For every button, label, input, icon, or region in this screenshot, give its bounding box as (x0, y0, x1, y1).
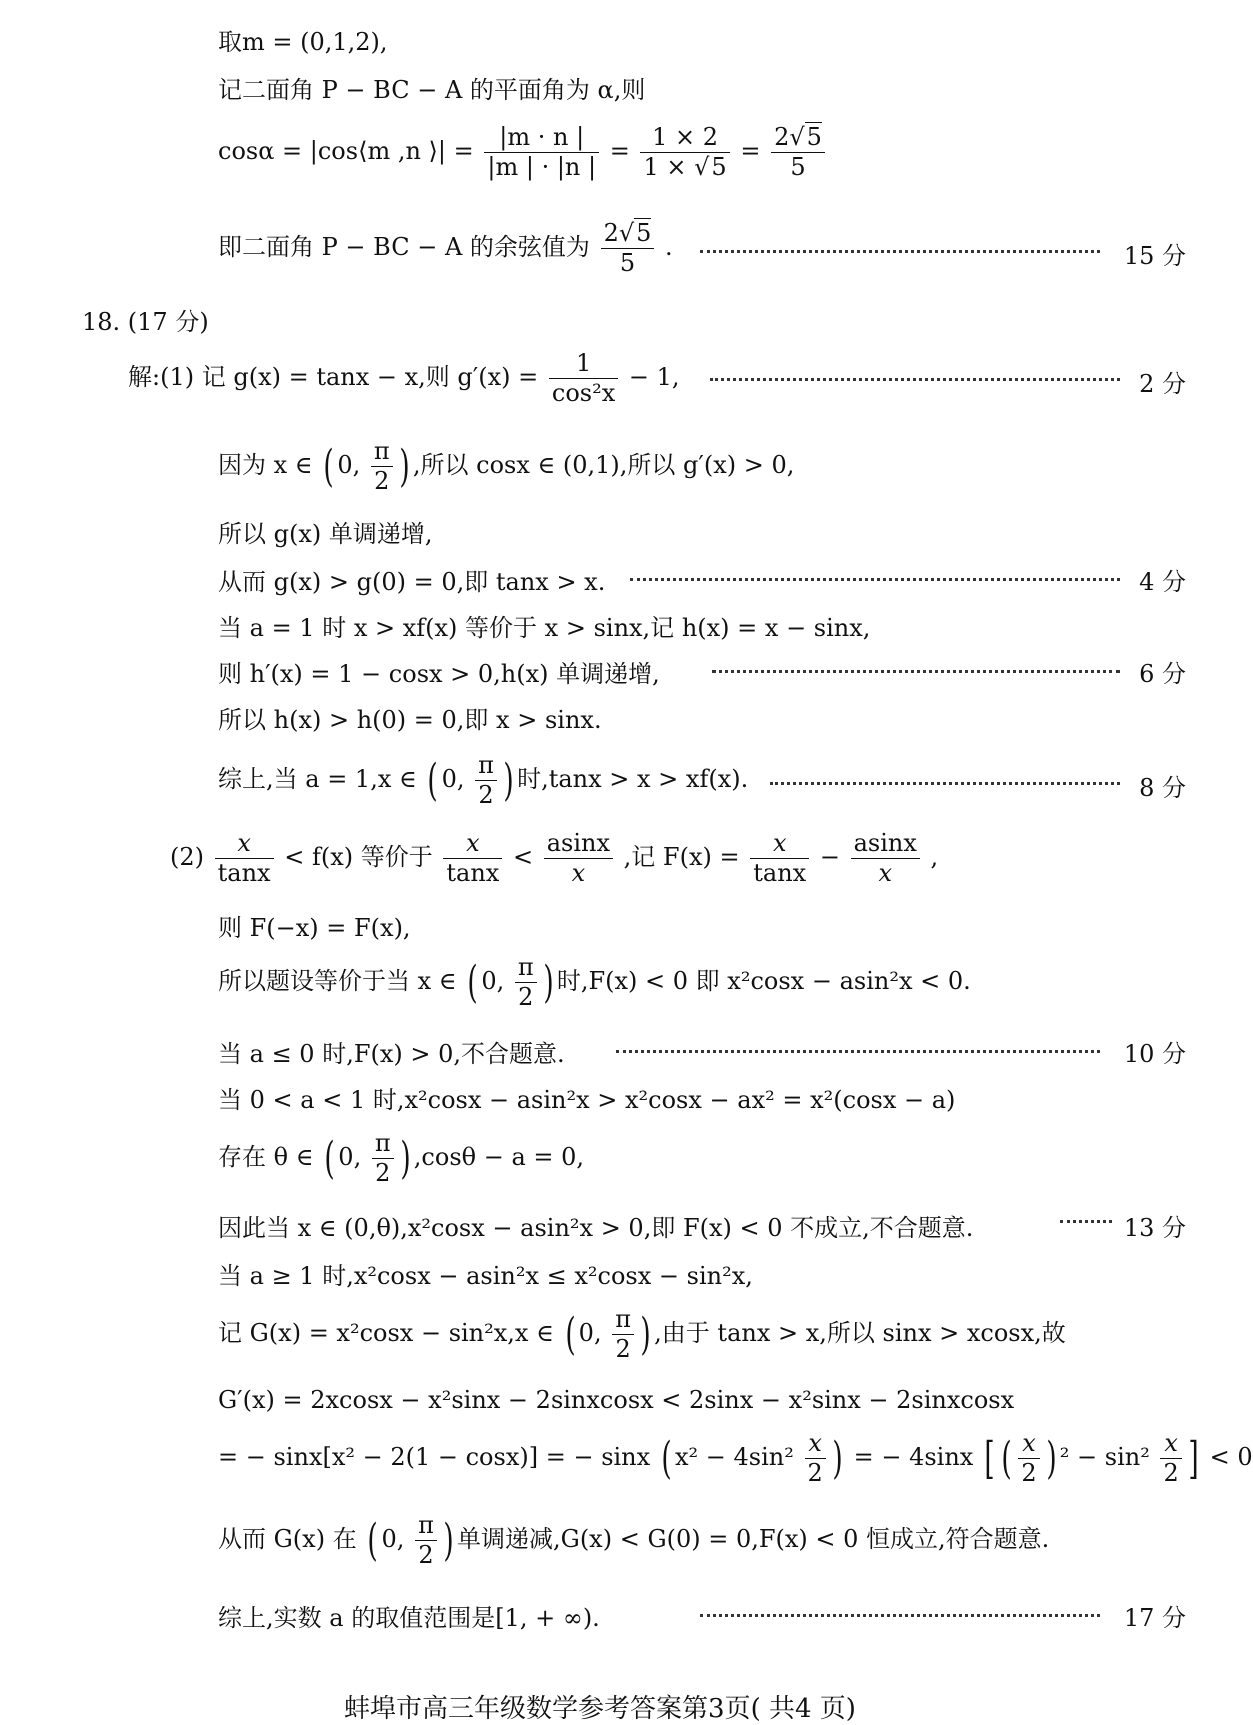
fraction: $\frac{x}{2}$ (1160, 1430, 1181, 1487)
fraction: $\frac{1}{\text{cos²x}}$ (549, 350, 618, 407)
fraction: $\frac{x}{2}$ (1018, 1430, 1039, 1487)
score-label: 15 分 (1123, 242, 1186, 270)
fraction: $\frac{x}{\tan x}$ (750, 830, 809, 887)
solution-line: 所以 h(x) > h(0) = 0,即 x > sinx. (218, 706, 602, 734)
fraction: $\frac{x}{2}$ (805, 1430, 826, 1487)
solution-line: 当 a = 1 时 x > xf(x) 等价于 x > sinx,记 h(x) = x − sinx, (218, 614, 871, 642)
dot-leader (710, 378, 1120, 381)
page-footer: 蚌埠市高三年级数学参考答案第3页( 共4 页) (344, 1694, 856, 1724)
solution-line: 则 h′(x) = 1 − cosx > 0,h(x) 单调递增, (218, 660, 660, 688)
score-label: 6 分 (1139, 660, 1186, 688)
dot-leader (700, 1614, 1100, 1617)
question-heading: 18. (17 分) (82, 308, 209, 336)
solution-line: 当 0 < a < 1 时,x²cosx − asin²x > x²cosx − ax² = x²(cosx − a) (218, 1086, 956, 1114)
fraction: $\frac{x}{\tan x}$ (215, 830, 274, 887)
dot-leader (1060, 1220, 1112, 1223)
solution-line: 因此当 x ∈ (0,θ),x²cosx − asin²x > 0,即 F(x) < 0 不成立,不合题意. (218, 1214, 974, 1242)
fraction: $\frac{\pi}{2}$ (475, 752, 497, 809)
solution-line: G′(x) = 2xcosx − x²sinx − 2sinxcosx < 2sinx − x²sinx − 2sinxcosx (218, 1386, 1015, 1414)
math-line: 取m = (0,1,2), (218, 28, 388, 56)
score-label: 2 分 (1139, 370, 1186, 398)
dot-leader (630, 578, 1120, 581)
fraction: $\frac{2√5}{5}$ (601, 220, 655, 277)
dot-leader (770, 782, 1120, 785)
fraction: $\frac{\pi}{2}$ (515, 954, 537, 1011)
fraction: $\frac{1 \times 2}{1 \times √5}$ (640, 124, 729, 181)
dot-leader (700, 250, 1100, 253)
solution-line: 当 a ≥ 1 时,x²cosx − asin²x ≤ x²cosx − sin²x, (218, 1262, 753, 1290)
solution-line: 所以 g(x) 单调递增, (218, 520, 433, 548)
score-label: 17 分 (1123, 1604, 1186, 1632)
fraction: $\frac{\pi}{2}$ (415, 1512, 437, 1569)
fraction: $\frac{asinx}{x}$ (851, 830, 920, 887)
fraction: $\frac{asinx}{x}$ (544, 830, 613, 887)
fraction: $\frac{\pi}{2}$ (372, 1130, 394, 1187)
dot-leader (616, 1050, 1100, 1053)
solution-line: 从而 g(x) > g(0) = 0,即 tanx > x. (218, 568, 606, 596)
solution-line: 则 F(−x) = F(x), (218, 914, 411, 942)
fraction: $\frac{|m \cdot n |}{|m | \cdot |n |}$ (484, 124, 599, 181)
score-label: 4 分 (1139, 568, 1186, 596)
score-label: 10 分 (1123, 1040, 1186, 1068)
dot-leader (712, 670, 1120, 673)
solution-line: 综上,实数 a 的取值范围是[1, + ∞). (218, 1604, 600, 1632)
fraction: $\frac{\pi}{2}$ (612, 1306, 634, 1363)
fraction: $\frac{\pi}{2}$ (371, 438, 393, 495)
fraction: $\frac{x}{\tan x}$ (443, 830, 502, 887)
score-label: 13 分 (1123, 1214, 1186, 1242)
solution-line: 当 a ≤ 0 时,F(x) > 0,不合题意. (218, 1040, 565, 1068)
fraction: $\frac{2√5}{5}$ (771, 124, 825, 181)
score-label: 8 分 (1139, 774, 1186, 802)
math-line: 记二面角 P − BC − A 的平面角为 α,则 (218, 76, 646, 104)
